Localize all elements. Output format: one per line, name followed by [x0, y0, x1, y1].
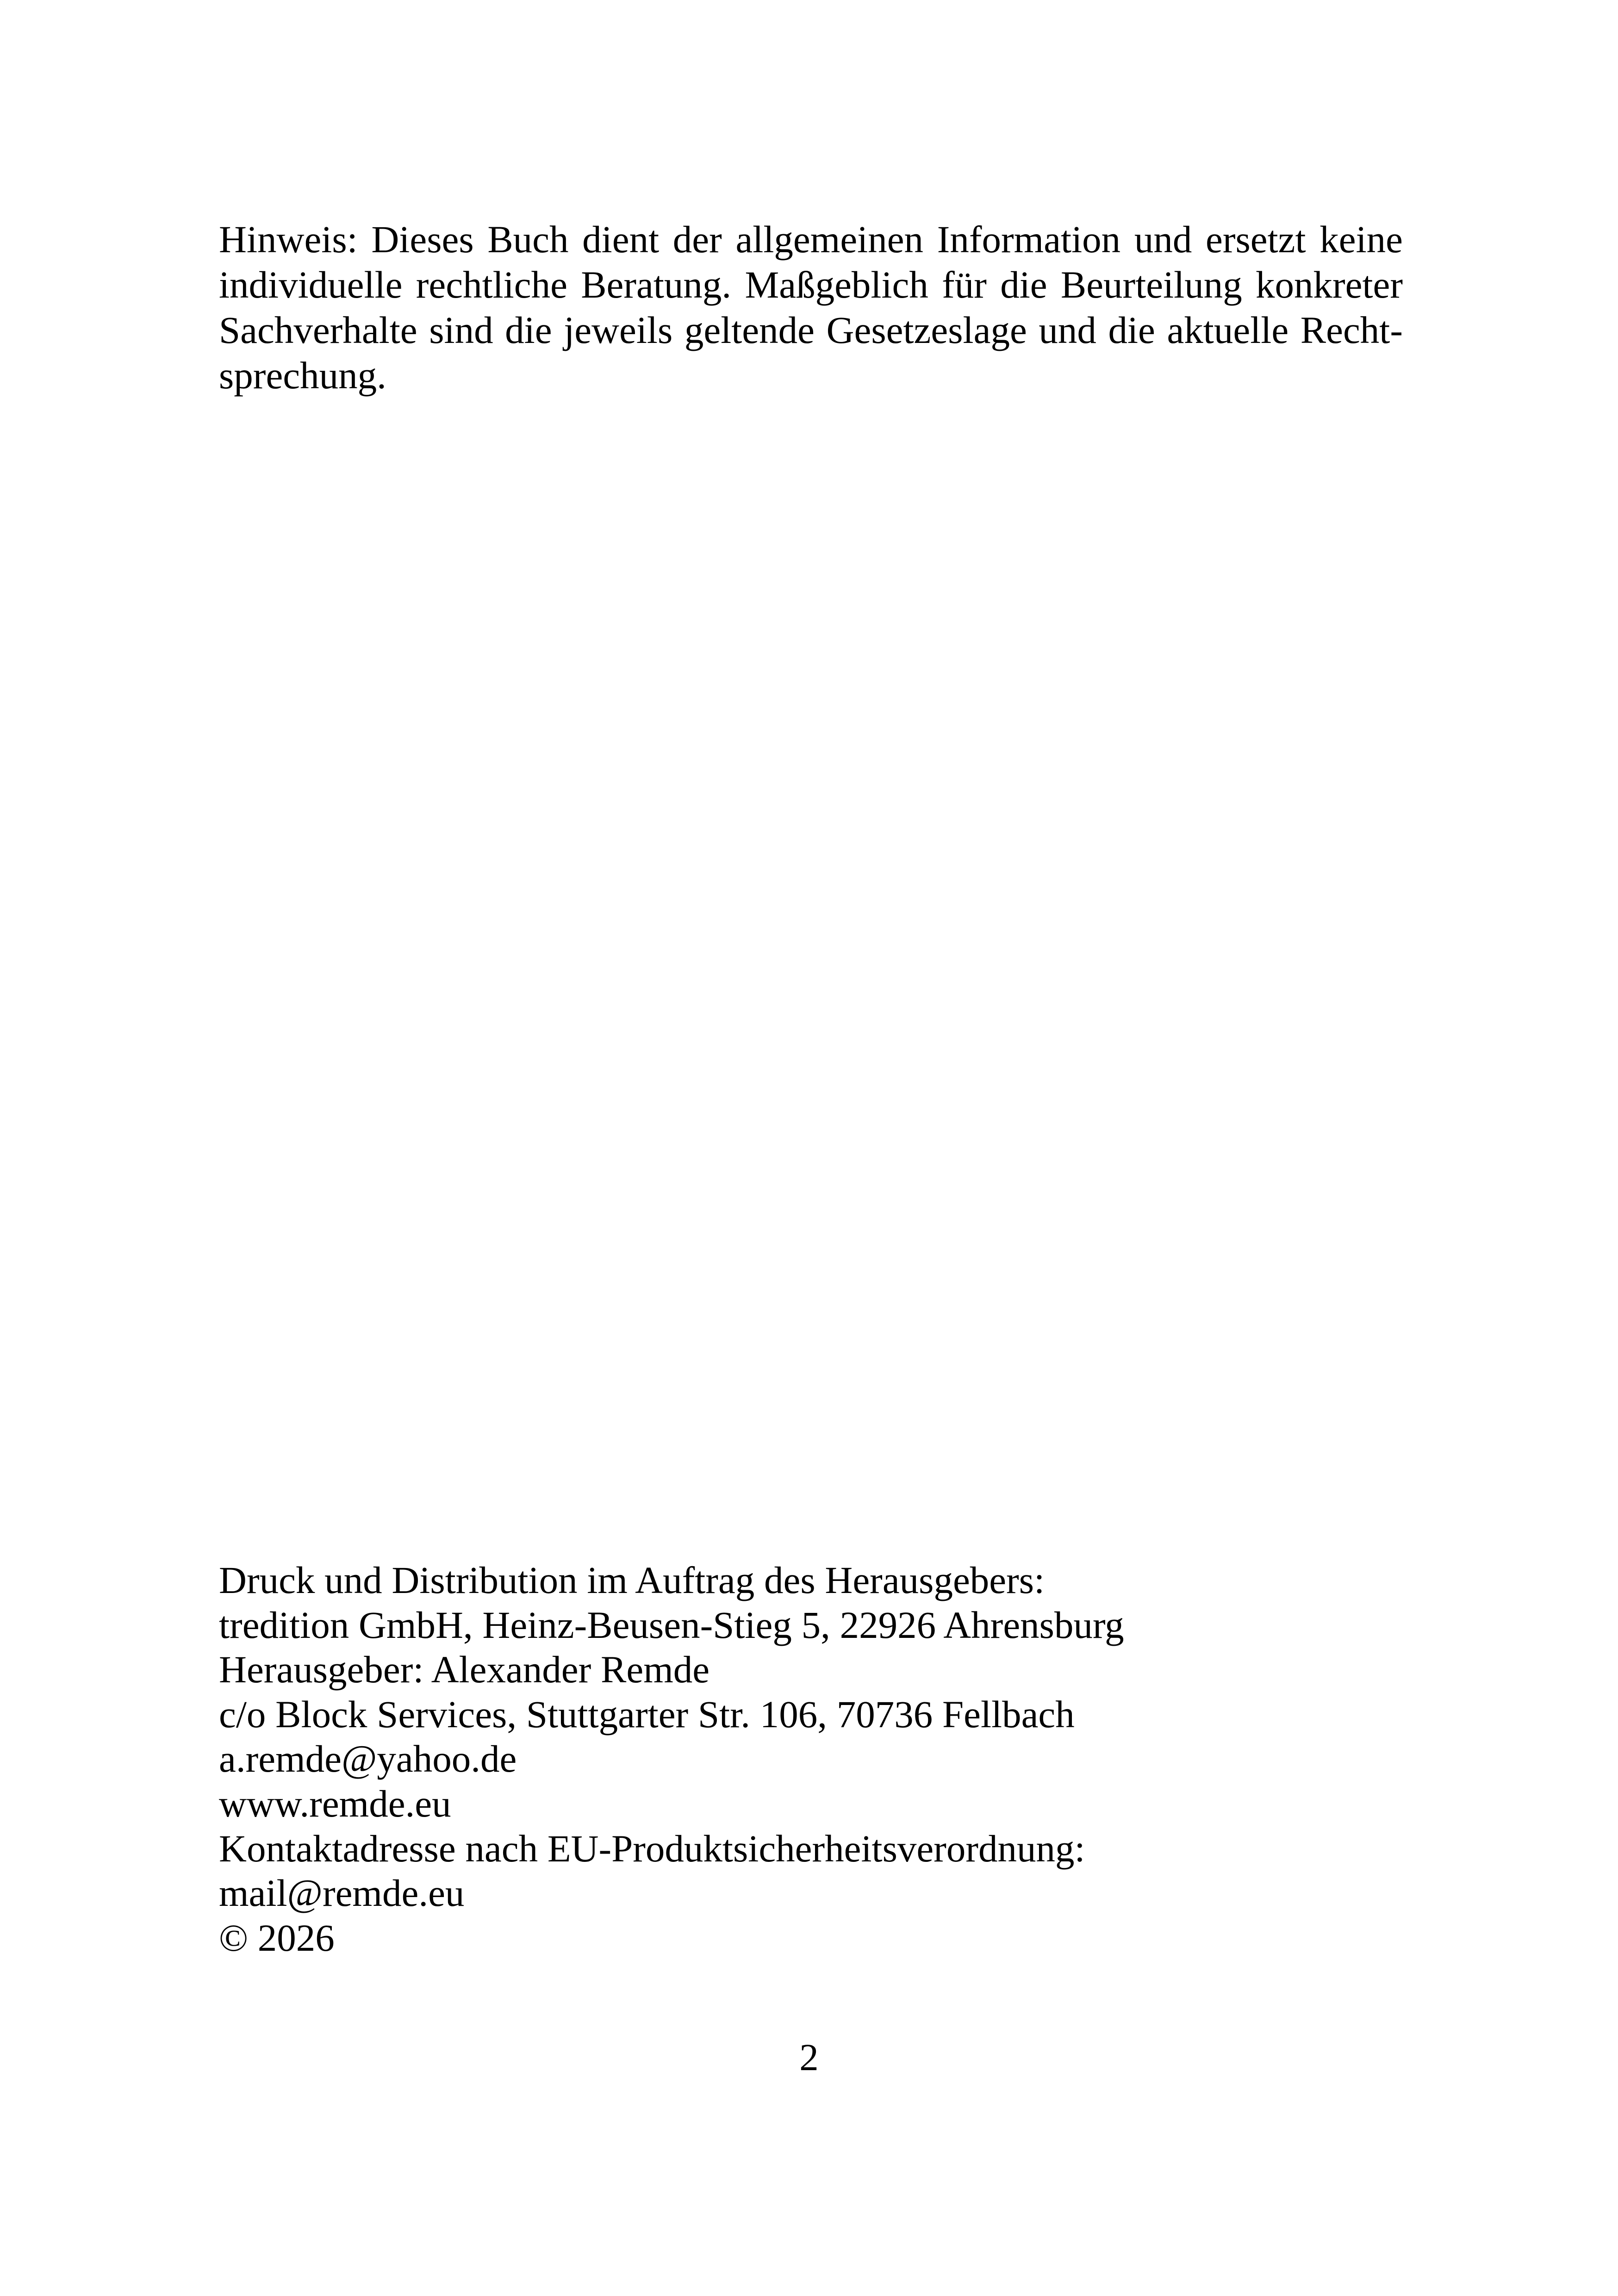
imprint-publisher: Herausgeber: Alexander Remde	[219, 1648, 710, 1691]
legal-notice-line: sprechung.	[219, 354, 386, 397]
legal-notice-line: Hinweis: Dieses Buch dient der allgemeinen Information und ersetzt keine	[219, 218, 1403, 261]
imprint-distributor-address: tredition GmbH, Heinz-Beusen-Stieg 5, 22926 Ahrensburg	[219, 1603, 1124, 1646]
imprint-copyright: © 2026	[219, 1916, 335, 1959]
imprint-contact-heading: Kontaktadresse nach EU-Produktsicherheitsverordnung:	[219, 1827, 1085, 1870]
legal-notice-line: individuelle rechtliche Beratung. Maßgeblich für die Beurteilung konkreter	[219, 263, 1403, 306]
imprint-distribution-heading: Druck und Distribution im Auftrag des Herausgebers:	[219, 1559, 1045, 1601]
imprint-website: www.remde.eu	[219, 1782, 451, 1825]
imprint-publisher-address: c/o Block Services, Stuttgarter Str. 106, 70736 Fellbach	[219, 1692, 1075, 1736]
legal-notice-line: Sachverhalte sind die jeweils geltende Gesetzeslage und die aktuelle Recht-	[219, 309, 1403, 351]
legal-notice	[219, 217, 1403, 398]
imprint-email: a.remde@yahoo.de	[219, 1737, 517, 1780]
imprint-block	[219, 1558, 1403, 1960]
page-number: 2	[799, 2036, 819, 2078]
imprint-contact-email: mail@remde.eu	[219, 1872, 465, 1915]
